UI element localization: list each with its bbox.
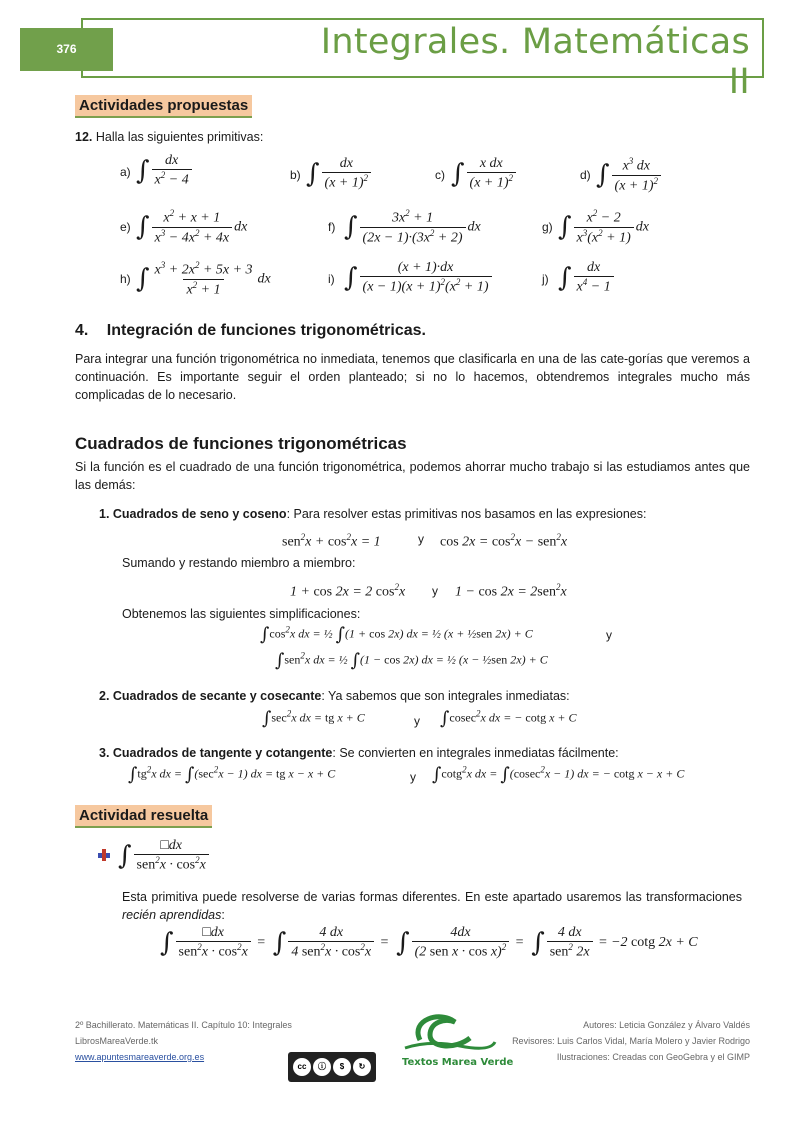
footer-reviewers: Revisores: Luis Carlos Vidal, María Molero y Javier Rodrigo — [512, 1036, 750, 1046]
exercise-label: g) — [542, 220, 553, 234]
conj-y: y — [414, 714, 420, 728]
exercise-prompt — [75, 128, 750, 146]
item-2 — [99, 687, 750, 705]
section-tag-solved: Actividad resuelta — [75, 805, 212, 828]
solved-paragraph-emphasis: recién aprendidas — [122, 908, 222, 922]
sec-squared-integral: $\int\sec^2x$ dx = tg x + C — [262, 708, 365, 729]
sin-squared-integral: ∫sen$^2$x dx = ½ ∫(1 − cos 2x) dx = ½ (x − ½sen 2x) + C — [275, 650, 548, 671]
item-3-title: 3. Cuadrados de tangente y cotangente — [99, 746, 333, 760]
exercise-label: d) — [580, 168, 591, 182]
simplification-text: Obtenemos las siguientes simplificaciones: — [122, 607, 361, 621]
item-3-text: : Se convierten en integrales inmediatas fácilmente: — [332, 746, 619, 760]
conj-y: y — [410, 770, 416, 784]
identity-line-2: $\cos 2x = \cos^2x - sen^2x$ — [440, 532, 568, 550]
footer-course: 2º Bachillerato. Matemáticas II. Capítulo 10: Integrales — [75, 1020, 292, 1030]
subsection-heading: Cuadrados de funciones trigonométricas — [75, 434, 407, 453]
section-number: 4. — [75, 322, 89, 339]
item-2-title: 2. Cuadrados de secante y cosecante — [99, 689, 322, 703]
solved-paragraph-text: Esta primitiva puede resolverse de varias formas diferentes. En este apartado usaremos las transformaciones — [122, 890, 742, 904]
page-number: 376 — [20, 28, 113, 71]
exercise-label: a) — [120, 165, 131, 179]
footer-link[interactable]: www.apuntesmareaverde.org.es — [75, 1052, 205, 1062]
exercise-number: 12. — [75, 130, 93, 144]
solved-derivation: ∫ $\frac{□dx}{sen^2x \cdot \cos^2x}$ = ∫ $\frac{4 dx}{4 sen^2x \cdot \cos^2x}$ = ∫ $\frac{4dx}{(2 sen x \cdot \cos x)^2}$ = ∫ $\frac{4 dx}{sen^2 2x}$ = −2 cotg 2x + C — [160, 925, 698, 960]
logo-text: Textos Marea Verde — [402, 1057, 514, 1068]
conj-y: y — [418, 532, 424, 546]
item-3 — [99, 744, 750, 762]
tg-squared-integral: $\int tg^2x$ dx = $\int(\sec^2x - 1)$ dx = tg x − x + C — [128, 764, 336, 785]
exercise-label: b) — [290, 168, 301, 182]
exercise-label: i) — [328, 272, 335, 286]
exercise-label: c) — [435, 168, 445, 182]
sum-text: Sumando y restando miembro a miembro: — [122, 556, 356, 570]
by-icon: ⓘ — [313, 1058, 331, 1076]
section-paragraph: Para integrar una función trigonométrica no inmediata, tenemos que clasificarla en una de las cate-gorías que veremos a continuación. Es importante seguir el orden planteado; si no lo hacemos, obtendremos integrales mucho más complicadas de lo necesario. — [75, 352, 750, 402]
solved-paragraph-end: : — [221, 908, 225, 922]
identity-line-1: $sen^2x + \cos^2x = 1$ — [282, 532, 381, 550]
item-1-title: 1. Cuadrados de seno y coseno — [99, 507, 287, 521]
subsection-paragraph: Si la función es el cuadrado de una función trigonométrica, podemos ahorrar mucho trabajo si las estudiamos antes que las demás: — [75, 460, 750, 492]
footer-illustrations: Ilustraciones: Creadas con GeoGebra y el GIMP — [556, 1052, 750, 1062]
cosec-squared-integral: ∫cosec$^2$x dx = − cotg x + C — [440, 708, 577, 729]
footer-site: LibrosMareaVerde.tk — [75, 1036, 159, 1046]
solved-paragraph — [122, 888, 742, 924]
page-title: Integrales. Matemáticas II — [320, 22, 750, 102]
exercise-label: h) — [120, 272, 131, 286]
conj-y: y — [606, 628, 612, 642]
item-1 — [99, 505, 750, 523]
section-title: Integración de funciones trigonométricas. — [106, 322, 426, 339]
item-2-text: : Ya sabemos que son integrales inmediatas: — [321, 689, 570, 703]
footer-right — [440, 1017, 750, 1065]
cos-squared-integral: $\int\cos^2x$ dx = ½ ∫(1 + cos 2x) dx = ½ (x + ½sen 2x) + C — [260, 624, 533, 645]
section-tag-activities: Actividades propuestas — [75, 95, 252, 118]
cotg-squared-integral: ∫cotg$^2$x dx = ∫(cosec$^2$x − 1) dx = − cotg x − x + C — [432, 764, 685, 785]
identity-line-3: 1 + cos 2x = 2 $\cos^2x$ — [290, 582, 406, 600]
footer-authors: Autores: Leticia González y Álvaro Valdés — [583, 1020, 750, 1030]
sa-icon: ↻ — [353, 1058, 371, 1076]
nc-icon: $ — [333, 1058, 351, 1076]
identity-line-4: 1 − cos 2x = 2sen$^2$x — [455, 582, 567, 600]
section-heading — [75, 322, 426, 340]
conj-y: y — [432, 584, 438, 598]
exercise-label: f) — [328, 220, 336, 234]
exercise-label: e) — [120, 220, 131, 234]
item-1-text: : Para resolver estas primitivas nos basamos en las expresiones: — [286, 507, 647, 521]
solved-integral: ∫ $\frac{□dx}{sen^2x \cdot \cos^2x}$ — [118, 838, 211, 874]
exercise-prompt-text: Halla las siguientes primitivas: — [95, 130, 264, 144]
cc-icon: cc — [293, 1058, 311, 1076]
footer-left — [75, 1017, 292, 1065]
pushpin-icon — [96, 848, 112, 862]
exercise-label: j) — [542, 272, 549, 286]
license-badge — [288, 1052, 376, 1082]
